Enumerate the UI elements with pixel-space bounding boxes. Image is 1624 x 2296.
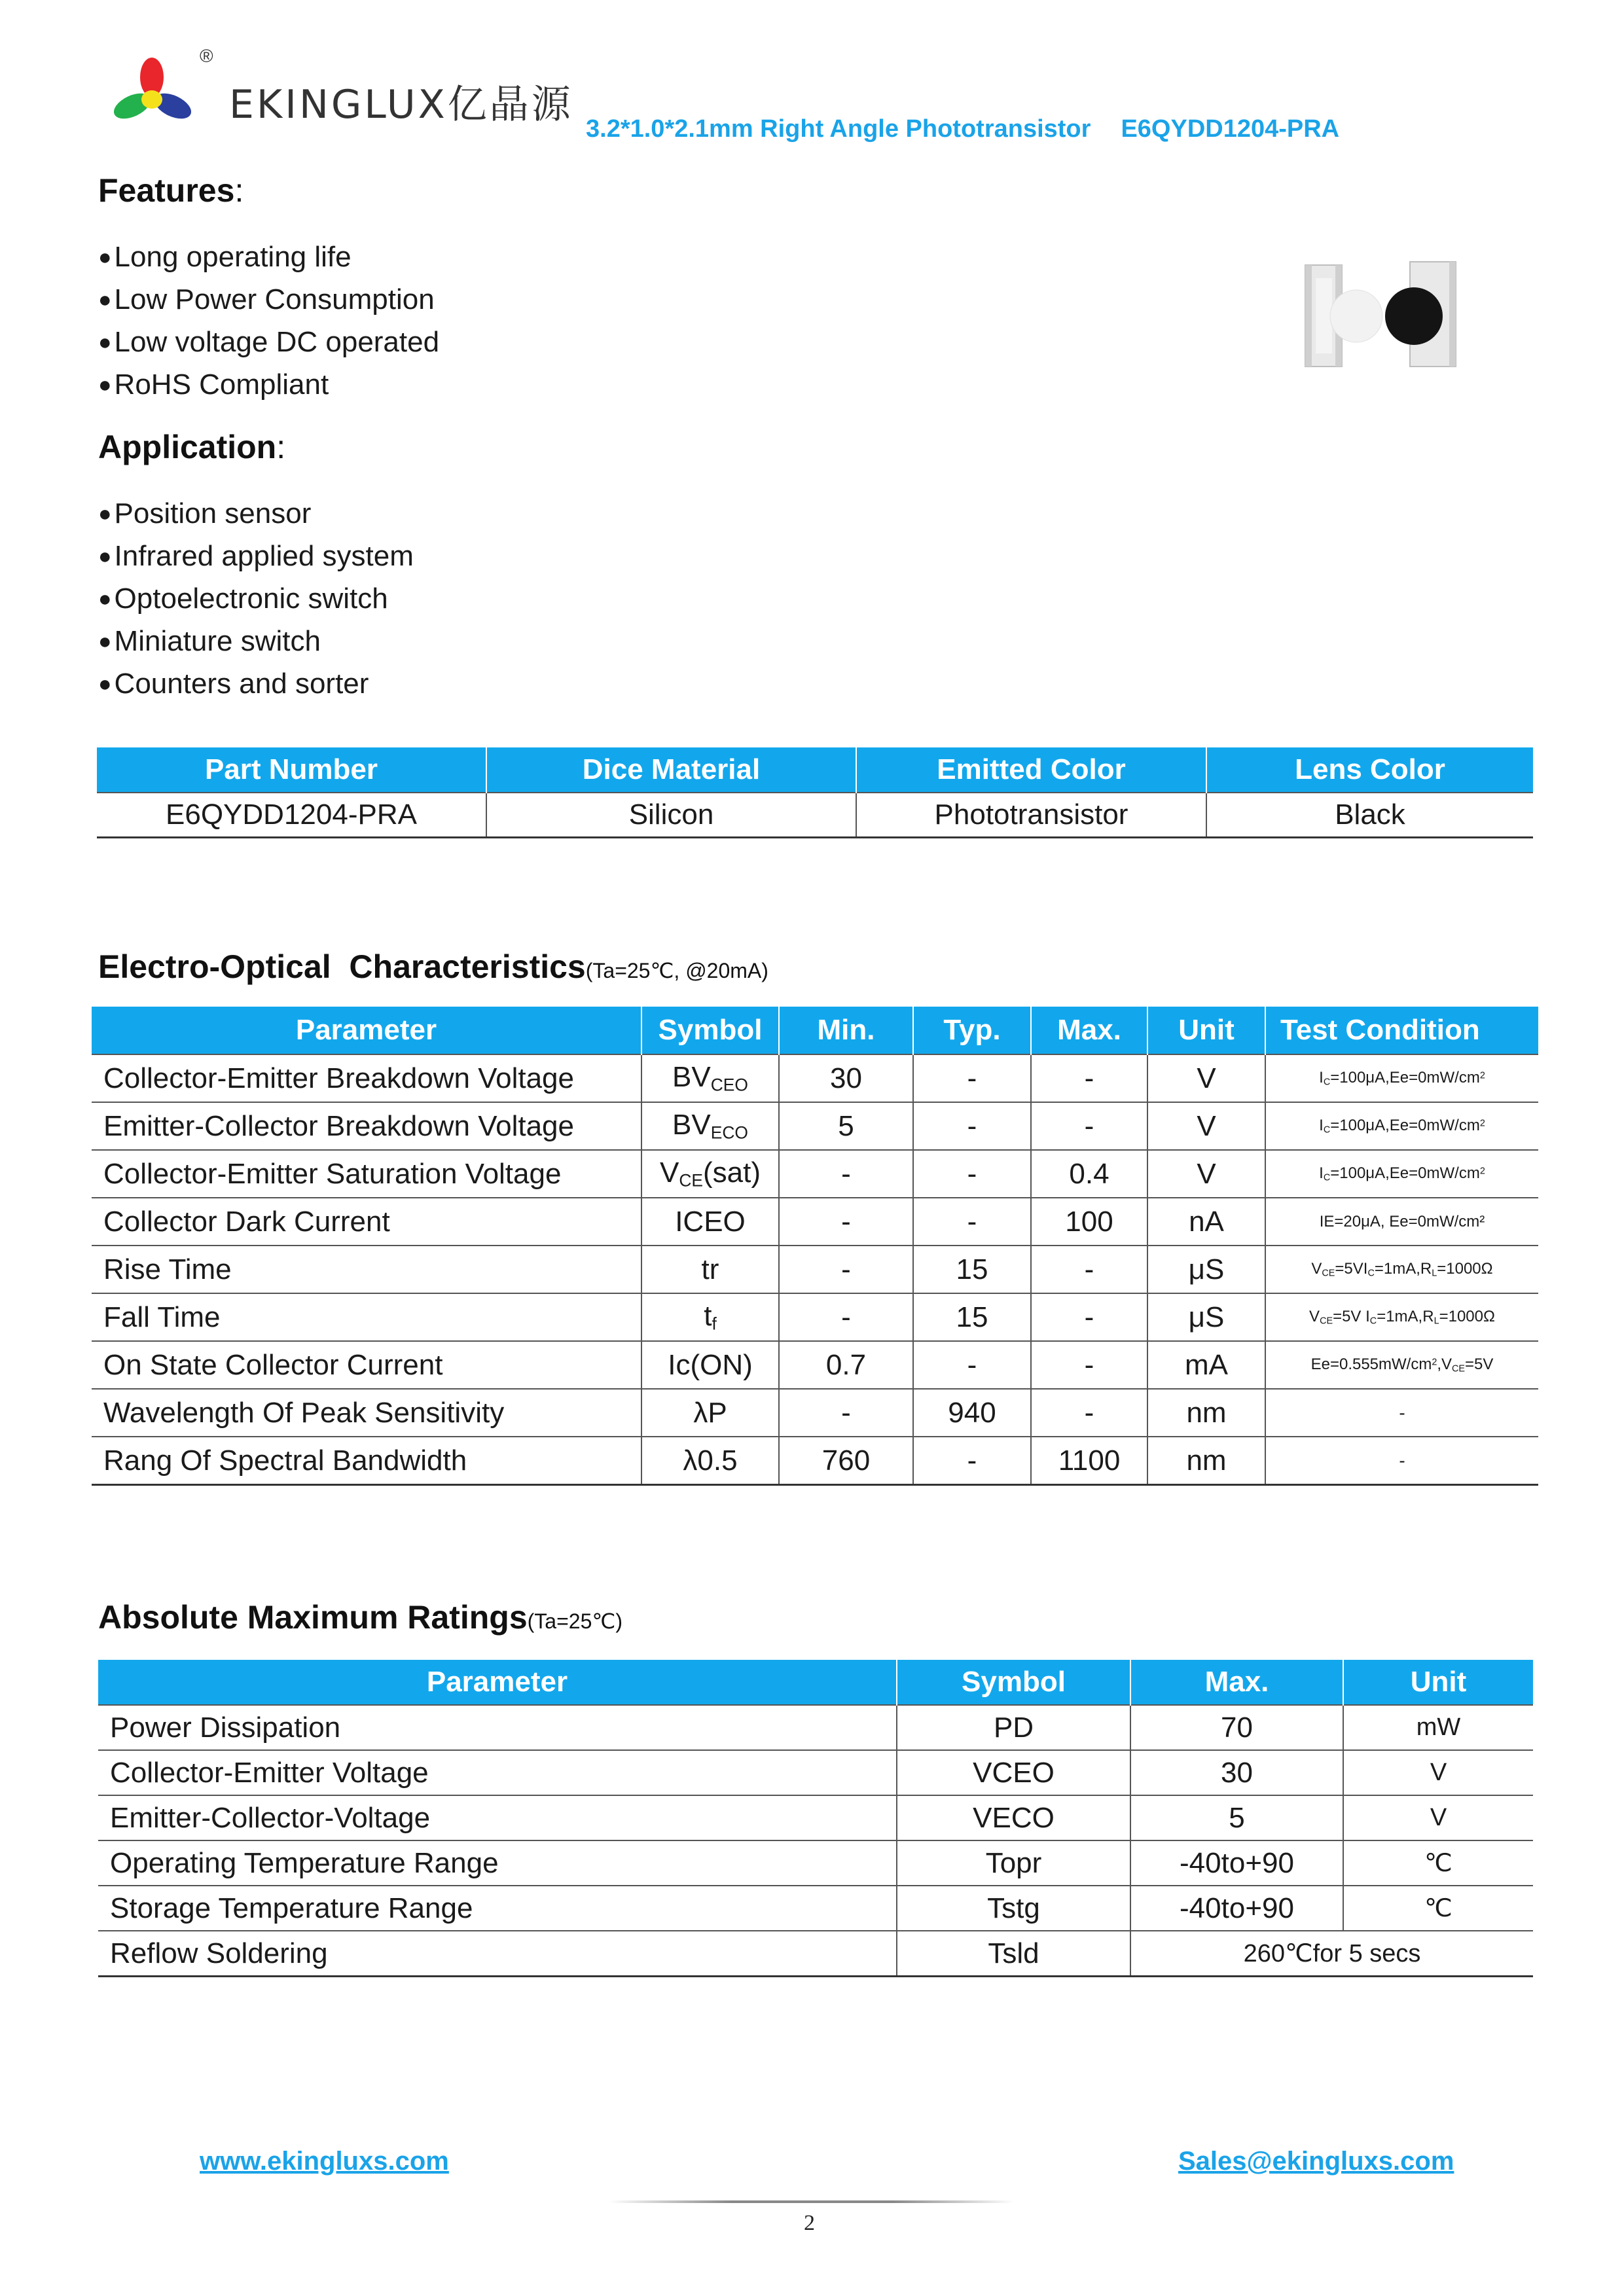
parameter-cell: Reflow Soldering xyxy=(98,1931,897,1977)
unit-cell: V xyxy=(1343,1795,1533,1840)
min-cell: 0.7 xyxy=(779,1341,913,1389)
test-text: I xyxy=(1319,1164,1324,1183)
max-cell: 70 xyxy=(1130,1705,1343,1750)
unit-cell: mA xyxy=(1147,1341,1265,1389)
column-header: Typ. xyxy=(913,1007,1031,1054)
column-header: Lens Color xyxy=(1206,747,1533,793)
symbol-text: BV xyxy=(672,1061,711,1094)
table-row xyxy=(98,1931,1533,1977)
test-text: =5VI xyxy=(1335,1260,1368,1278)
absolute-max-heading-text: Absolute Maximum Ratings xyxy=(98,1599,528,1636)
symbol-text: V xyxy=(659,1157,679,1189)
table-row xyxy=(98,1886,1533,1931)
table-row xyxy=(92,1246,1538,1293)
parameter-cell: Rise Time xyxy=(92,1246,641,1293)
list-item: ● Position sensor xyxy=(98,492,414,535)
parameter-cell: Storage Temperature Range xyxy=(98,1886,897,1931)
unit-cell: nA xyxy=(1147,1198,1265,1246)
unit-cell: ℃ xyxy=(1343,1886,1533,1931)
test-text: =5V I xyxy=(1333,1308,1370,1326)
column-header: Unit xyxy=(1147,1007,1265,1054)
application-colon: : xyxy=(276,429,286,465)
test-condition-cell: IE=20μA, Ee=0mW/cm² xyxy=(1265,1198,1538,1246)
typ-cell: 940 xyxy=(913,1389,1031,1437)
table-row xyxy=(98,1795,1533,1840)
parameter-cell: On State Collector Current xyxy=(92,1341,641,1389)
symbol-cell xyxy=(641,1150,779,1198)
test-condition-cell xyxy=(1265,1102,1538,1150)
test-subscript: C xyxy=(1323,1124,1331,1136)
max-unit-cell: 260℃for 5 secs xyxy=(1130,1931,1533,1977)
test-text: ,V xyxy=(1437,1355,1453,1374)
symbol-text: BV xyxy=(672,1109,711,1141)
test-text: =1mA,R xyxy=(1377,1308,1434,1326)
table-row xyxy=(92,1293,1538,1341)
typ-cell: 15 xyxy=(913,1293,1031,1341)
list-item: ● Low Power Consumption xyxy=(98,278,439,321)
parameter-cell: Collector-Emitter Breakdown Voltage xyxy=(92,1054,641,1102)
symbol-subscript: ECO xyxy=(710,1122,748,1143)
parameter-cell: Collector Dark Current xyxy=(92,1198,641,1246)
test-subscript: L xyxy=(1434,1316,1439,1327)
max-cell: -40to+90 xyxy=(1130,1886,1343,1931)
min-cell: - xyxy=(779,1150,913,1198)
test-condition-cell: - xyxy=(1265,1437,1538,1485)
table-cell: Silicon xyxy=(486,793,856,838)
symbol-cell: PD xyxy=(897,1705,1130,1750)
min-cell: - xyxy=(779,1246,913,1293)
parameter-cell: Emitter-Collector Breakdown Voltage xyxy=(92,1102,641,1150)
symbol-subscript: f xyxy=(712,1314,717,1334)
table-cell: E6QYDD1204-PRA xyxy=(97,793,486,838)
max-cell: -40to+90 xyxy=(1130,1840,1343,1886)
parameter-cell: Operating Temperature Range xyxy=(98,1840,897,1886)
test-superscript: 2 xyxy=(1479,1070,1485,1081)
column-header: Dice Material xyxy=(486,747,856,793)
list-item: ● Miniature switch xyxy=(98,620,414,662)
test-text: =100μA,Ee=0mW/cm xyxy=(1330,1164,1480,1183)
symbol-cell: Topr xyxy=(897,1840,1130,1886)
column-header: Emitted Color xyxy=(856,747,1206,793)
min-cell: 30 xyxy=(779,1054,913,1102)
table-row xyxy=(98,1705,1533,1750)
column-header: Max. xyxy=(1031,1007,1147,1054)
test-text: I xyxy=(1319,1117,1324,1135)
parameter-cell: Collector-Emitter Saturation Voltage xyxy=(92,1150,641,1198)
test-superscript: 2 xyxy=(1479,1166,1485,1177)
symbol-cell: VCEO xyxy=(897,1750,1130,1795)
application-list xyxy=(98,492,414,705)
test-condition-cell: - xyxy=(1265,1389,1538,1437)
test-subscript: L xyxy=(1432,1268,1437,1279)
symbol-cell xyxy=(641,1054,779,1102)
absolute-max-condition: (Ta=25℃) xyxy=(527,1609,623,1633)
symbol-text: t xyxy=(704,1300,712,1333)
min-cell: - xyxy=(779,1389,913,1437)
max-cell: - xyxy=(1031,1293,1147,1341)
typ-cell: 15 xyxy=(913,1246,1031,1293)
column-header: Symbol xyxy=(641,1007,779,1054)
table-row xyxy=(97,793,1533,838)
test-text: =100μA,Ee=0mW/cm xyxy=(1330,1069,1480,1087)
footer-divider xyxy=(609,2200,1015,2203)
typ-cell: - xyxy=(913,1198,1031,1246)
table-header-row xyxy=(92,1007,1538,1054)
test-superscript: 2 xyxy=(1479,1118,1485,1129)
test-subscript: C xyxy=(1323,1077,1331,1088)
table-row xyxy=(92,1437,1538,1485)
table-cell: Black xyxy=(1206,793,1533,838)
max-cell: 30 xyxy=(1130,1750,1343,1795)
product-image xyxy=(1303,259,1460,373)
typ-cell: - xyxy=(913,1054,1031,1102)
parameter-cell: Wavelength Of Peak Sensitivity xyxy=(92,1389,641,1437)
electro-optical-heading xyxy=(98,948,768,986)
max-cell: 5 xyxy=(1130,1795,1343,1840)
symbol-cell xyxy=(641,1102,779,1150)
test-text: =5V xyxy=(1465,1355,1494,1374)
test-subscript: C xyxy=(1369,1316,1377,1327)
min-cell: - xyxy=(779,1198,913,1246)
test-subscript: CE xyxy=(1322,1268,1335,1279)
column-header: Symbol xyxy=(897,1660,1130,1705)
company-logo xyxy=(105,46,209,131)
max-cell: - xyxy=(1031,1246,1147,1293)
test-condition-cell xyxy=(1265,1246,1538,1293)
column-header: Parameter xyxy=(98,1660,897,1705)
application-heading xyxy=(98,428,285,466)
website-link[interactable]: www.ekingluxs.com xyxy=(200,2147,449,2176)
list-item: ● Infrared applied system xyxy=(98,535,414,577)
max-cell: - xyxy=(1031,1341,1147,1389)
table-row xyxy=(92,1198,1538,1246)
electro-optical-heading-text: Electro-Optical Characteristics xyxy=(98,948,586,985)
table-row xyxy=(92,1102,1538,1150)
table-row xyxy=(92,1341,1538,1389)
symbol-cell: Ic(ON) xyxy=(641,1341,779,1389)
parameter-cell: Power Dissipation xyxy=(98,1705,897,1750)
test-text: =1000Ω xyxy=(1439,1308,1495,1326)
list-item: ● RoHS Compliant xyxy=(98,363,439,406)
table-row xyxy=(98,1840,1533,1886)
symbol-subscript: CEO xyxy=(710,1075,748,1095)
email-link[interactable]: Sales@ekingluxs.com xyxy=(1178,2147,1454,2176)
parameter-cell: Emitter-Collector-Voltage xyxy=(98,1795,897,1840)
column-header: Part Number xyxy=(97,747,486,793)
list-item: ● Long operating life xyxy=(98,236,439,278)
table-header-row xyxy=(97,747,1533,793)
parameter-cell: Collector-Emitter Voltage xyxy=(98,1750,897,1795)
brand-name: EKINGLUX亿晶源 xyxy=(229,82,573,128)
test-condition-cell xyxy=(1265,1293,1538,1341)
test-subscript: C xyxy=(1367,1268,1375,1279)
electro-optical-condition: (Ta=25℃, @20mA) xyxy=(585,959,768,982)
max-cell: - xyxy=(1031,1054,1147,1102)
test-text: Ee=0.555mW/cm xyxy=(1310,1355,1432,1374)
symbol-cell: ICEO xyxy=(641,1198,779,1246)
symbol-cell: Tstg xyxy=(897,1886,1130,1931)
column-header: Unit xyxy=(1343,1660,1533,1705)
symbol-cell: λ0.5 xyxy=(641,1437,779,1485)
registered-mark: ® xyxy=(200,46,213,66)
table-row xyxy=(92,1054,1538,1102)
test-text: =1mA,R xyxy=(1374,1260,1432,1278)
logo-petals-icon xyxy=(105,46,209,131)
max-cell: 100 xyxy=(1031,1198,1147,1246)
test-subscript: C xyxy=(1323,1172,1331,1183)
unit-cell: V xyxy=(1147,1150,1265,1198)
features-list xyxy=(98,236,439,406)
max-cell: 1100 xyxy=(1031,1437,1147,1485)
test-text: =1000Ω xyxy=(1437,1260,1493,1278)
header-part-number: E6QYDD1204-PRA xyxy=(1121,115,1340,143)
min-cell: - xyxy=(779,1293,913,1341)
absolute-max-heading xyxy=(98,1598,623,1636)
features-colon: : xyxy=(234,172,244,209)
unit-cell: V xyxy=(1147,1054,1265,1102)
unit-cell: mW xyxy=(1343,1705,1533,1750)
features-heading xyxy=(98,171,244,209)
column-header: Min. xyxy=(779,1007,913,1054)
test-subscript: CE xyxy=(1452,1363,1466,1374)
list-item: ● Counters and sorter xyxy=(98,662,414,705)
max-cell: - xyxy=(1031,1389,1147,1437)
column-header: Parameter xyxy=(92,1007,641,1054)
column-header: Max. xyxy=(1130,1660,1343,1705)
table-header-row xyxy=(98,1660,1533,1705)
document-title xyxy=(586,115,1339,143)
typ-cell: - xyxy=(913,1150,1031,1198)
symbol-cell: λP xyxy=(641,1389,779,1437)
test-subscript: CE xyxy=(1320,1316,1333,1327)
table-row xyxy=(92,1389,1538,1437)
table-row xyxy=(98,1750,1533,1795)
test-condition-cell xyxy=(1265,1150,1538,1198)
test-text: I xyxy=(1319,1069,1324,1087)
typ-cell: - xyxy=(913,1341,1031,1389)
symbol-cell: VECO xyxy=(897,1795,1130,1840)
page-number: 2 xyxy=(804,2211,815,2235)
max-cell: - xyxy=(1031,1102,1147,1150)
symbol-cell xyxy=(641,1293,779,1341)
test-text: V xyxy=(1311,1260,1322,1278)
unit-cell: μS xyxy=(1147,1293,1265,1341)
product-description: 3.2*1.0*2.1mm Right Angle Phototransistor xyxy=(586,115,1091,143)
parameter-cell: Rang Of Spectral Bandwidth xyxy=(92,1437,641,1485)
features-heading-text: Features xyxy=(98,172,235,209)
test-condition-cell xyxy=(1265,1054,1538,1102)
symbol-cell: tr xyxy=(641,1246,779,1293)
unit-cell: nm xyxy=(1147,1437,1265,1485)
min-cell: 5 xyxy=(779,1102,913,1150)
symbol-subscript: CE xyxy=(679,1170,704,1191)
list-item: ● Low voltage DC operated xyxy=(98,321,439,363)
typ-cell: - xyxy=(913,1437,1031,1485)
test-text: =100μA,Ee=0mW/cm xyxy=(1330,1117,1480,1135)
unit-cell: V xyxy=(1147,1102,1265,1150)
list-item: ● Optoelectronic switch xyxy=(98,577,414,620)
min-cell: 760 xyxy=(779,1437,913,1485)
test-text: V xyxy=(1309,1308,1320,1326)
part-table xyxy=(97,747,1533,838)
absolute-max-table xyxy=(98,1660,1533,1977)
column-header: Test Condition xyxy=(1265,1007,1538,1054)
table-cell: Phototransistor xyxy=(856,793,1206,838)
test-condition-cell xyxy=(1265,1341,1538,1389)
unit-cell: nm xyxy=(1147,1389,1265,1437)
test-superscript: 2 xyxy=(1432,1357,1437,1368)
unit-cell: ℃ xyxy=(1343,1840,1533,1886)
table-row xyxy=(92,1150,1538,1198)
unit-cell: V xyxy=(1343,1750,1533,1795)
symbol-cell: Tsld xyxy=(897,1931,1130,1977)
max-cell: 0.4 xyxy=(1031,1150,1147,1198)
parameter-cell: Fall Time xyxy=(92,1293,641,1341)
unit-cell: μS xyxy=(1147,1246,1265,1293)
typ-cell: - xyxy=(913,1102,1031,1150)
application-heading-text: Application xyxy=(98,429,277,465)
symbol-text: (sat) xyxy=(703,1157,761,1189)
electro-optical-table xyxy=(92,1007,1538,1486)
